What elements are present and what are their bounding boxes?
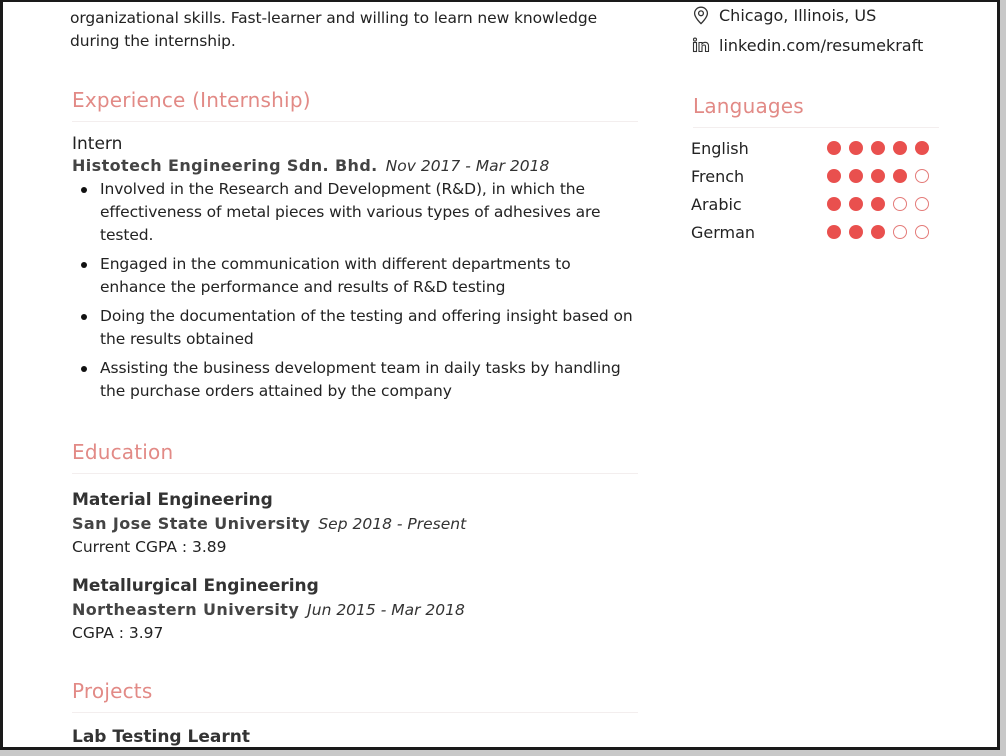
language-rating bbox=[827, 197, 929, 211]
location-text: Chicago, Illinois, US bbox=[719, 5, 877, 25]
section-divider bbox=[72, 712, 638, 713]
rating-dot-empty-icon bbox=[893, 197, 907, 211]
education-dates: Jun 2015 - Mar 2018 bbox=[307, 601, 465, 619]
rating-dot-empty-icon bbox=[915, 169, 929, 183]
section-title-experience: Experience (Internship) bbox=[72, 88, 311, 112]
section-divider bbox=[72, 473, 638, 474]
contact-linkedin[interactable] bbox=[691, 30, 923, 60]
school: San Jose State University bbox=[72, 514, 311, 533]
education-entry bbox=[72, 488, 638, 559]
degree: Material Engineering bbox=[72, 490, 273, 510]
education-entry bbox=[72, 574, 638, 645]
rating-dot-empty-icon bbox=[915, 197, 929, 211]
section-title-languages: Languages bbox=[693, 94, 804, 118]
rating-dot-filled-icon bbox=[871, 225, 885, 239]
education-section bbox=[72, 440, 638, 645]
school-line bbox=[72, 512, 638, 536]
experience-section bbox=[72, 88, 638, 409]
job-bullet: Involved in the Research and Development (R&D), in which the effectiveness of metal pieces with various types of adhesives are tested. bbox=[70, 178, 640, 247]
job-company-line bbox=[72, 154, 638, 178]
language-name: Arabic bbox=[691, 194, 742, 214]
language-name: English bbox=[691, 138, 749, 158]
job-bullet: Assisting the business development team in daily tasks by handling the purchase orders attained by the company bbox=[70, 357, 640, 403]
rating-dot-filled-icon bbox=[871, 197, 885, 211]
rating-dot-empty-icon bbox=[893, 225, 907, 239]
rating-dot-filled-icon bbox=[871, 141, 885, 155]
rating-dot-filled-icon bbox=[849, 225, 863, 239]
rating-dot-filled-icon bbox=[849, 169, 863, 183]
language-row bbox=[691, 134, 939, 162]
map-pin-icon bbox=[691, 5, 711, 25]
languages-section bbox=[693, 94, 939, 246]
summary-line: during the internship. bbox=[70, 32, 236, 50]
rating-dot-filled-icon bbox=[827, 169, 841, 183]
rating-dot-filled-icon bbox=[915, 141, 929, 155]
contact-info bbox=[691, 0, 923, 60]
job-entry bbox=[72, 134, 638, 403]
rating-dot-filled-icon bbox=[871, 169, 885, 183]
degree: Metallurgical Engineering bbox=[72, 576, 319, 596]
job-dates: Nov 2017 - Mar 2018 bbox=[385, 157, 550, 175]
rating-dot-filled-icon bbox=[849, 197, 863, 211]
language-row bbox=[691, 162, 939, 190]
rating-dot-filled-icon bbox=[827, 225, 841, 239]
language-list bbox=[691, 134, 939, 246]
job-company: Histotech Engineering Sdn. Bhd. bbox=[72, 156, 378, 175]
school: Northeastern University bbox=[72, 600, 300, 619]
language-rating bbox=[827, 169, 929, 183]
job-bullet: Engaged in the communication with different departments to enhance the performance and results of R&D testing bbox=[70, 253, 640, 299]
gpa: CGPA : 3.97 bbox=[72, 624, 164, 642]
language-row bbox=[691, 190, 939, 218]
contact-location bbox=[691, 0, 923, 30]
project-name: Lab Testing Learnt bbox=[72, 727, 250, 747]
job-bullet: Doing the documentation of the testing and offering insight based on the results obtained bbox=[70, 305, 640, 351]
language-row bbox=[691, 218, 939, 246]
section-divider bbox=[693, 127, 939, 128]
gpa: Current CGPA : 3.89 bbox=[72, 538, 227, 556]
rating-dot-empty-icon bbox=[915, 225, 929, 239]
job-role: Intern bbox=[72, 134, 123, 154]
rating-dot-filled-icon bbox=[827, 197, 841, 211]
language-name: German bbox=[691, 222, 756, 242]
rating-dot-filled-icon bbox=[827, 141, 841, 155]
summary bbox=[70, 7, 650, 53]
section-title-education: Education bbox=[72, 440, 174, 464]
education-dates: Sep 2018 - Present bbox=[318, 515, 467, 533]
language-rating bbox=[827, 225, 929, 239]
rating-dot-filled-icon bbox=[893, 169, 907, 183]
linkedin-link[interactable]: linkedin.com/resumekraft bbox=[719, 35, 924, 55]
section-divider bbox=[72, 121, 638, 122]
language-name: French bbox=[691, 166, 745, 186]
rating-dot-filled-icon bbox=[893, 141, 907, 155]
projects-section bbox=[72, 679, 638, 749]
section-title-projects: Projects bbox=[72, 679, 153, 703]
linkedin-icon bbox=[691, 35, 711, 55]
summary-line: organizational skills. Fast-learner and willing to learn new knowledge bbox=[70, 9, 598, 27]
school-line bbox=[72, 598, 638, 622]
rating-dot-filled-icon bbox=[849, 141, 863, 155]
language-rating bbox=[827, 141, 929, 155]
job-bullets bbox=[70, 178, 640, 403]
